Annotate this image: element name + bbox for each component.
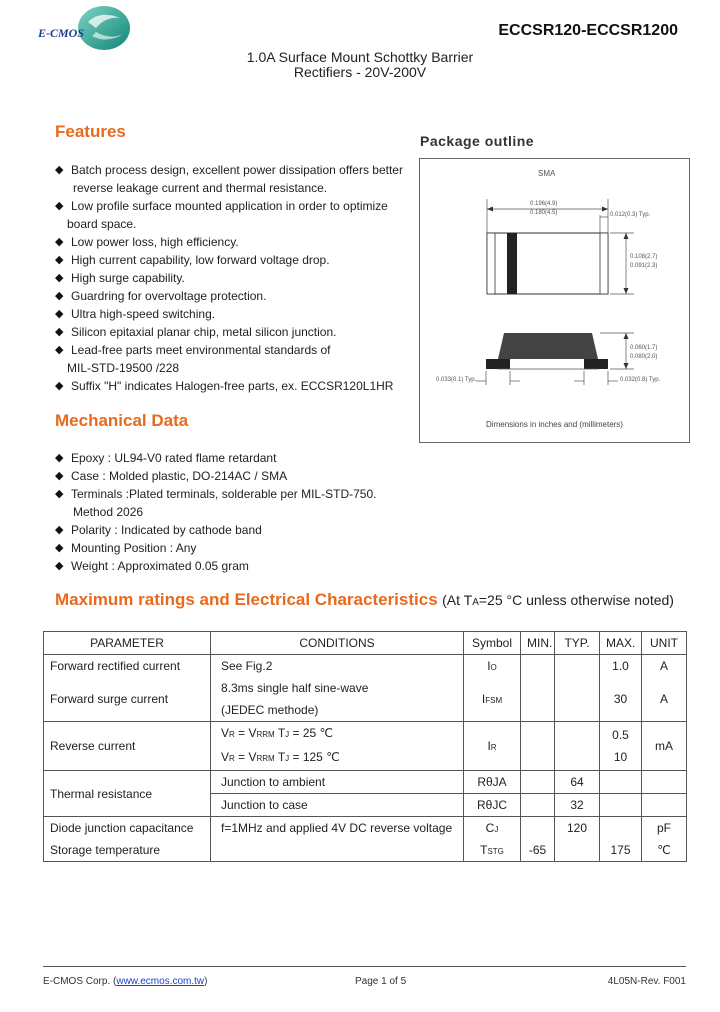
footer-company: E-CMOS Corp. (www.ecmos.com.tw) — [43, 976, 208, 987]
cond-forward-current: See Fig.2 — [211, 655, 464, 678]
dim-body-min: 0.091(2.3) — [630, 263, 658, 269]
features-list — [55, 161, 415, 395]
min-capacitance — [521, 817, 555, 840]
diamond-bullet-icon: ◆ — [55, 452, 64, 464]
dim-lead-right: 0.032(0.8) Typ. — [620, 377, 661, 383]
dim-width-max: 0.196(4.9) — [530, 201, 558, 207]
ratings-table — [43, 631, 687, 862]
sym-thermal-ambient: RθJA — [464, 771, 521, 794]
diamond-bullet-icon: ◆ — [55, 380, 64, 392]
diamond-bullet-icon: ◆ — [55, 254, 64, 266]
typ-reverse-current — [555, 722, 600, 771]
ratings-condition-note: (At TA=25 °C unless otherwise noted) — [442, 592, 674, 608]
diamond-bullet-icon: ◆ — [55, 344, 64, 356]
param-thermal: Thermal resistance — [44, 771, 211, 817]
doc-subtitle-line1: 1.0A Surface Mount Schottky Barrier — [246, 49, 474, 65]
mechanical-heading: Mechanical Data — [55, 411, 189, 430]
max-thermal-case — [600, 794, 642, 817]
param-surge-current: Forward surge current — [44, 677, 211, 722]
dim-lead-left: 0.033(0.1) Typ. — [436, 377, 477, 383]
dim-lead-top: 0.012(0.3) Typ. — [610, 212, 651, 218]
company-website-link[interactable]: www.ecmos.com.tw — [116, 976, 205, 987]
mechanical-item: ◆ Weight : Approximated 0.05 gram — [55, 559, 249, 573]
mechanical-item: ◆ Mounting Position : Any — [55, 541, 197, 555]
unit-capacitance: pF — [642, 817, 687, 840]
feature-item: ◆ High current capability, low forward voltage drop. — [55, 253, 330, 267]
feature-item: ◆ Low profile surface mounted application in order to optimize — [55, 199, 388, 213]
typ-storage — [555, 839, 600, 862]
feature-item: ◆ Silicon epitaxial planar chip, metal silicon junction. — [55, 325, 337, 339]
sym-storage: TSTG — [464, 839, 521, 862]
table-row-storage — [44, 839, 687, 862]
sym-forward-current: IO — [464, 655, 521, 678]
logo-text: E-CMOS — [38, 26, 85, 40]
sym-capacitance: CJ — [464, 817, 521, 840]
unit-thermal-ambient — [642, 771, 687, 794]
table-row-capacitance — [44, 817, 687, 840]
features-heading: Features — [55, 122, 126, 141]
feature-item: ◆ Ultra high-speed switching. — [55, 307, 216, 321]
header-max: MAX. — [600, 632, 642, 655]
feature-item: ◆ Guardring for overvoltage protection. — [55, 289, 267, 303]
header-typ: TYP. — [555, 632, 600, 655]
param-reverse-current: Reverse current — [44, 722, 211, 771]
diamond-bullet-icon: ◆ — [55, 560, 64, 572]
feature-item: ◆ Suffix "H" indicates Halogen-free parts, ex. ECCSR120L1HR — [55, 379, 394, 393]
diamond-bullet-icon: ◆ — [55, 290, 64, 302]
table-row-reverse-current — [44, 722, 687, 771]
typ-surge-current — [555, 677, 600, 722]
max-capacitance — [600, 817, 642, 840]
feature-item-cont: board space. — [67, 217, 137, 231]
dim-height-max: 0.060(1.7) — [630, 345, 658, 351]
feature-item-cont: MIL-STD-19500 /228 — [67, 361, 180, 375]
package-outline-drawing — [419, 158, 690, 443]
max-forward-current: 1.0 — [600, 655, 642, 678]
sym-thermal-case: RθJC — [464, 794, 521, 817]
part-number-range: ECCSR120-ECCSR1200 — [498, 22, 678, 39]
mechanical-item-cont: Method 2026 — [73, 505, 144, 519]
cond-surge-current: 8.3ms single half sine-wave (JEDEC methode) — [211, 677, 464, 722]
feature-item: ◆ Lead-free parts meet environmental standards of — [55, 343, 331, 357]
table-row-thermal-ambient — [44, 771, 687, 794]
diamond-bullet-icon: ◆ — [55, 272, 64, 284]
header-parameter: PARAMETER — [44, 632, 211, 655]
unit-storage: ℃ — [642, 839, 687, 862]
max-reverse-current: 0.5 10 — [600, 722, 642, 771]
feature-item: ◆ Batch process design, excellent power dissipation offers better — [55, 163, 403, 177]
mechanical-item: ◆ Epoxy : UL94-V0 rated flame retardant — [55, 451, 277, 465]
mechanical-item: ◆ Case : Molded plastic, DO-214AC / SMA — [55, 469, 288, 483]
footer-page-number: Page 1 of 5 — [355, 976, 407, 987]
footer-divider — [43, 966, 686, 967]
diamond-bullet-icon: ◆ — [55, 542, 64, 554]
unit-forward-current: A — [642, 655, 687, 678]
max-surge-current: 30 — [600, 677, 642, 722]
typ-thermal-ambient: 64 — [555, 771, 600, 794]
max-storage: 175 — [600, 839, 642, 862]
min-forward-current — [521, 655, 555, 678]
doc-subtitle-line2: Rectifiers - 20V-200V — [293, 64, 427, 80]
typ-thermal-case: 32 — [555, 794, 600, 817]
max-thermal-ambient — [600, 771, 642, 794]
footer-revision: 4L05N-Rev. F001 — [607, 976, 686, 987]
diamond-bullet-icon: ◆ — [55, 470, 64, 482]
unit-surge-current: A — [642, 677, 687, 722]
package-outline-heading: Package outline — [420, 133, 535, 149]
mechanical-list — [55, 449, 415, 575]
param-forward-current: Forward rectified current — [44, 655, 211, 678]
dim-height-min: 0.080(2.0) — [630, 354, 658, 360]
diamond-bullet-icon: ◆ — [55, 326, 64, 338]
dim-body-max: 0.108(2.7) — [630, 254, 658, 260]
diamond-bullet-icon: ◆ — [55, 308, 64, 320]
header-symbol: Symbol — [464, 632, 521, 655]
dimension-note: Dimensions in inches and (millimeters) — [486, 420, 623, 429]
table-row-forward-current — [44, 655, 687, 678]
header-conditions: CONDITIONS — [211, 632, 464, 655]
header-unit: UNIT — [642, 632, 687, 655]
diamond-bullet-icon: ◆ — [55, 488, 64, 500]
diamond-bullet-icon: ◆ — [55, 524, 64, 536]
diamond-bullet-icon: ◆ — [55, 200, 64, 212]
sym-reverse-current: IR — [464, 722, 521, 771]
min-storage: -65 — [521, 839, 555, 862]
cond-capacitance: f=1MHz and applied 4V DC reverse voltage — [211, 817, 464, 840]
table-row-surge-current — [44, 677, 687, 722]
typ-capacitance: 120 — [555, 817, 600, 840]
param-storage: Storage temperature — [44, 839, 211, 862]
param-capacitance: Diode junction capacitance — [44, 817, 211, 840]
min-thermal-case — [521, 794, 555, 817]
diamond-bullet-icon: ◆ — [55, 236, 64, 248]
min-surge-current — [521, 677, 555, 722]
typ-forward-current — [555, 655, 600, 678]
mechanical-item: ◆ Polarity : Indicated by cathode band — [55, 523, 262, 537]
min-thermal-ambient — [521, 771, 555, 794]
header-min: MIN. — [521, 632, 555, 655]
table-header-row — [44, 632, 687, 655]
unit-reverse-current: mA — [642, 722, 687, 771]
ratings-heading: Maximum ratings and Electrical Characteristics — [55, 590, 438, 609]
feature-item: ◆ High surge capability. — [55, 271, 185, 285]
ratings-heading-row — [55, 590, 674, 610]
cond-storage — [211, 839, 464, 862]
unit-thermal-case — [642, 794, 687, 817]
feature-item: ◆ Low power loss, high efficiency. — [55, 235, 239, 249]
sym-surge-current: IFSM — [464, 677, 521, 722]
package-type-label: SMA — [538, 169, 556, 178]
diamond-bullet-icon: ◆ — [55, 164, 64, 176]
dim-width-min: 0.180(4.5) — [530, 210, 558, 216]
feature-item-cont: reverse leakage current and thermal resistance. — [73, 181, 328, 195]
cond-thermal-case: Junction to case — [211, 794, 464, 817]
cond-thermal-ambient: Junction to ambient — [211, 771, 464, 794]
mechanical-item: ◆ Terminals :Plated terminals, solderable per MIL-STD-750. — [55, 487, 377, 501]
min-reverse-current — [521, 722, 555, 771]
cond-reverse-current: VR = VRRM TJ = 25 ℃ VR = VRRM TJ = 125 ℃ — [211, 722, 464, 771]
